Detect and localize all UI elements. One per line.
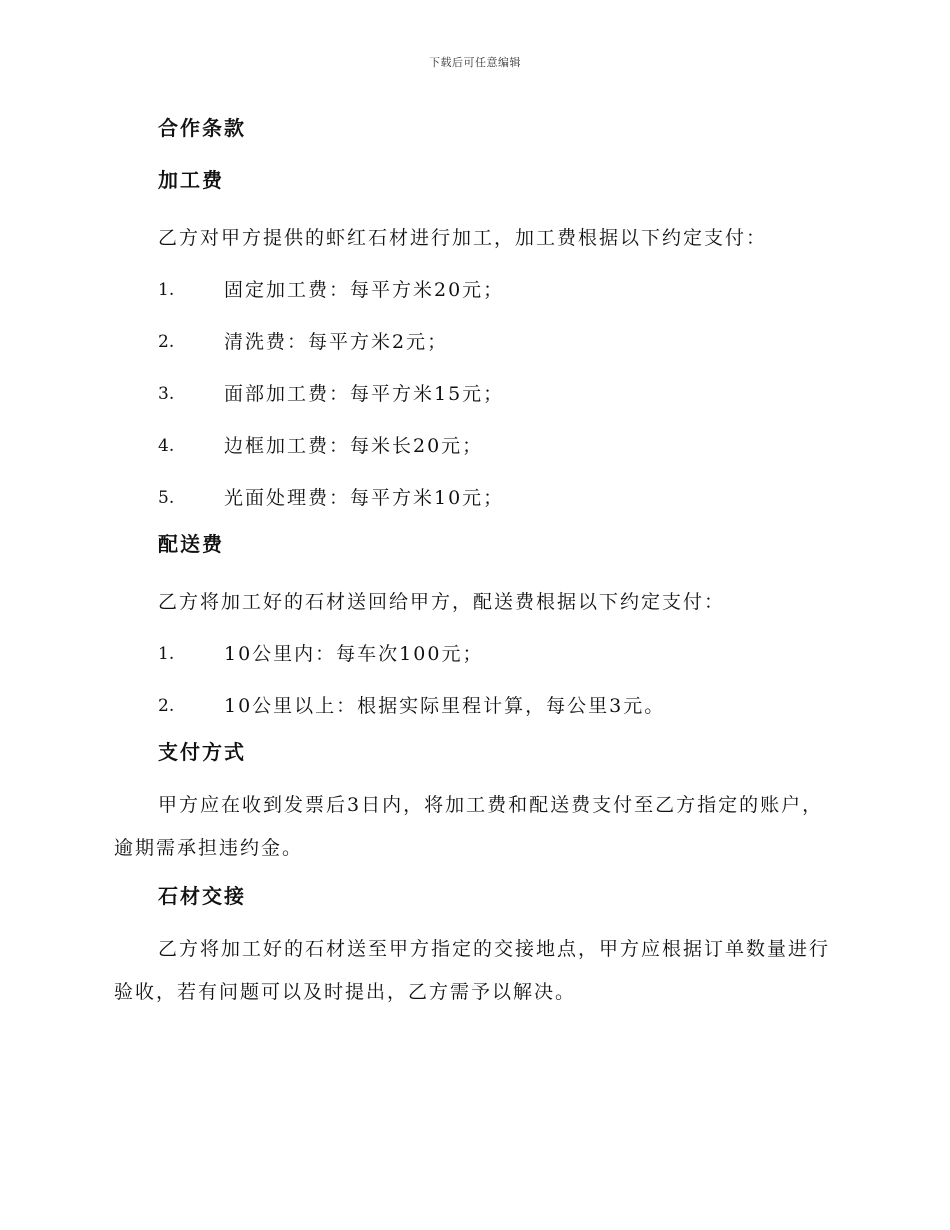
document-body — [114, 108, 834, 1020]
list-number: 3. — [158, 384, 175, 404]
section-heading-payment: 支付方式 — [158, 740, 246, 764]
page-header: 下载后可任意编辑 — [429, 56, 521, 69]
list-text: 固定加工费：每平方米20元； — [224, 279, 505, 301]
list-item — [114, 680, 834, 732]
handover-body: 乙方将加工好的石材送至甲方指定的交接地点，甲方应根据订单数量进行验收，若有问题可以及时提出，乙方需予以解决。 — [114, 938, 831, 1003]
list-item — [114, 264, 834, 316]
list-item — [114, 368, 834, 420]
payment-body: 甲方应在收到发票后3日内，将加工费和配送费支付至乙方指定的账户，逾期需承担违约金。 — [114, 794, 824, 859]
list-number: 4. — [158, 436, 175, 456]
list-text: 10公里以上：根据实际里程计算，每公里3元。 — [224, 695, 666, 717]
document-title: 合作条款 — [158, 116, 246, 140]
list-number: 1. — [158, 644, 175, 664]
list-text: 10公里内：每车次100元； — [224, 643, 484, 665]
list-number: 2. — [158, 696, 175, 716]
section-heading-handover: 石材交接 — [158, 884, 246, 908]
list-item — [114, 628, 834, 680]
list-text: 清洗费：每平方米2元； — [224, 331, 449, 353]
list-item — [114, 472, 834, 524]
delivery-intro: 乙方将加工好的石材送回给甲方，配送费根据以下约定支付： — [158, 591, 726, 613]
list-number: 1. — [158, 280, 175, 300]
list-item — [114, 316, 834, 368]
section-heading-delivery: 配送费 — [158, 532, 224, 556]
list-text: 面部加工费：每平方米15元； — [224, 383, 505, 405]
list-item — [114, 420, 834, 472]
list-text: 光面处理费：每平方米10元； — [224, 487, 505, 509]
list-number: 2. — [158, 332, 175, 352]
list-number: 5. — [158, 488, 175, 508]
processing-intro: 乙方对甲方提供的虾红石材进行加工，加工费根据以下约定支付： — [158, 227, 768, 249]
list-text: 边框加工费：每米长20元； — [224, 435, 484, 457]
section-heading-processing: 加工费 — [158, 168, 224, 192]
